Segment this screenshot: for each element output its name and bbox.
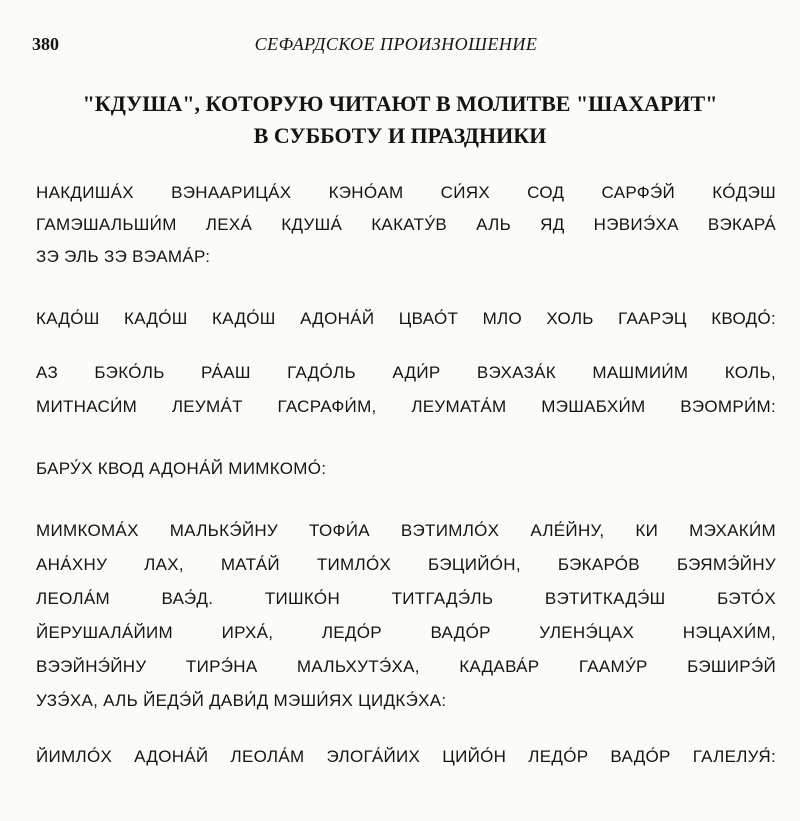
text-line: НАКДИША́Х ВЭНААРИЦА́Х КЭНО́АМ СИ́ЯХ СОД САРФЭ́Й КО́ДЭШ (36, 183, 776, 202)
title-line-2: В СУББОТУ И ПРАЗДНИКИ (253, 123, 547, 148)
text-line: ЙЕРУШАЛА́ЙИМ ИРХА́, ЛЕДО́Р ВАДО́Р УЛЕНЭ́ЦАХ НЭЦАХИ́М, (36, 623, 776, 642)
text-line: БАРУ́Х КВОД АДОНА́Й МИМКОМО́: (36, 459, 327, 478)
text-line: АНА́ХНУ ЛАХ, МАТА́Й ТИМЛО́Х БЭЦИЙО́Н, БЭКАРО́В БЭЯМЭ́ЙНУ (36, 555, 776, 574)
text-line: АЗ БЭКО́ЛЬ РА́АШ ГАДО́ЛЬ АДИ́Р ВЭХАЗА́К МАШМИИ́М КОЛЬ, (36, 363, 776, 382)
page-header (32, 34, 760, 58)
title-line-1: "КДУША", КОТОРУЮ ЧИТАЮТ В МОЛИТВЕ "ШАХАРИТ" (82, 91, 718, 116)
text-line: ВЭЭЙНЭ́ЙНУ ТИРЭ́НА МАЛЬХУТЭ́ХА, КАДАВА́Р ГААМУ́Р БЭШИРЭ́Й (36, 657, 776, 676)
text-line: ЛЕОЛА́М ВАЭ́Д. ТИШКО́Н ТИТГАДЭ́ЛЬ ВЭТИТКАДЭ́Ш БЭТО́Х (36, 589, 776, 608)
text-line: ГАМЭШАЛЬШИ́М ЛЕХА́ КДУША́ КАКАТУ́В АЛЬ ЯД НЭВИЭ́ХА ВЭКАРА́ (36, 215, 776, 234)
running-head: СЕФАРДСКОЕ ПРОИЗНОШЕНИЕ (254, 34, 538, 54)
section-title (40, 88, 760, 152)
text-line: МИТНАСИ́М ЛЕУМА́Т ГАСРАФИ́М, ЛЕУМАТА́М МЭШАБХИ́М ВЭОМРИ́М: (36, 397, 776, 416)
text-line: УЗЭ́ХА, АЛЬ ЙЕДЭ́Й ДАВИ́Д МЭШИ́ЯХ ЦИДКЭ́ХА: (36, 691, 447, 710)
page-number: 380 (32, 34, 59, 54)
text-line: ЗЭ ЭЛЬ ЗЭ ВЭАМА́Р: (36, 247, 211, 266)
text-line: МИМКОМА́Х МАЛЬКЭ́ЙНУ ТОФИ́А ВЭТИМЛО́Х АЛЕ́ЙНУ, КИ МЭХАКИ́М (36, 521, 776, 540)
text-line: ЙИМЛО́Х АДОНА́Й ЛЕОЛА́М ЭЛОГА́ЙИХ ЦИЙО́Н ЛЕДО́Р ВАДО́Р ГАЛЕЛУЯ́: (36, 747, 776, 766)
text-line: КАДО́Ш КАДО́Ш КАДО́Ш АДОНА́Й ЦВАО́Т МЛО ХОЛЬ ГААРЭЦ КВОДО́: (36, 309, 776, 328)
